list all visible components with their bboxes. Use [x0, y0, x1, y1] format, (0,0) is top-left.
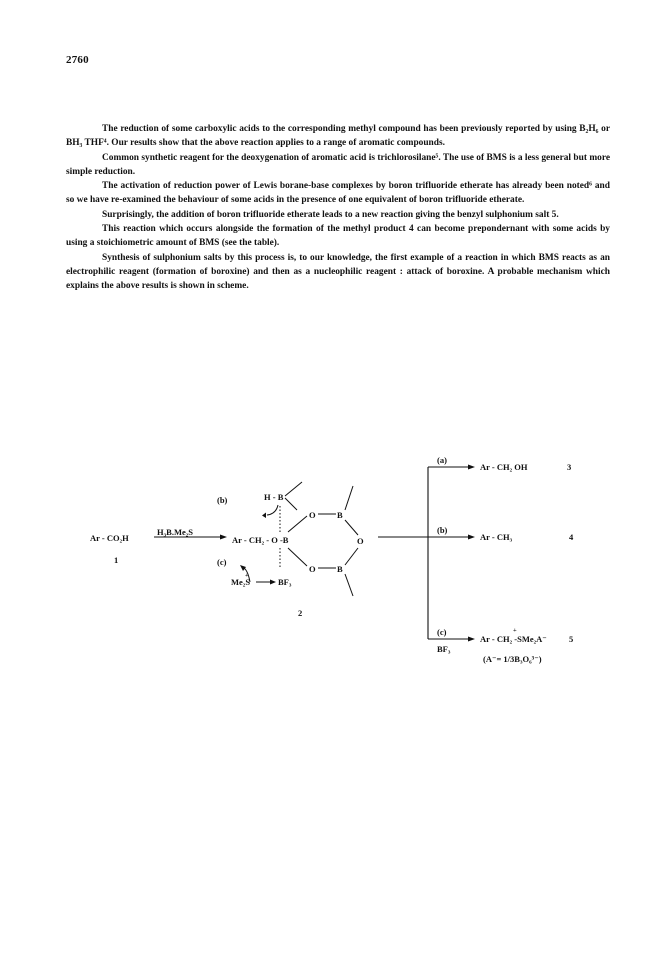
b-bond-down [285, 498, 297, 510]
hb-label: H - B [264, 492, 284, 502]
ring-bond-3 [345, 520, 358, 535]
ring-bond-4 [345, 548, 358, 565]
path-b-product-label: (b) [437, 525, 448, 535]
paragraph-3: The activation of reduction power of Lewis borane-base complexes by boron trifluoride etherate has already been noted⁶ and so we have re-examined the behaviour of some acids in the presence of one equivalent of boron trifluoride etherate. [66, 181, 610, 206]
reagent-arrow-head [220, 535, 227, 540]
body-text [66, 122, 610, 294]
reagent-label: H₃B.Me₂S [157, 527, 194, 537]
paragraph-6: Synthesis of sulphonium salts by this process is, to our knowledge, the first example of a reaction in which BMS reacts as an electrophilic reagent (formation of boroxine) and then as a nucleophilic reagent : attack of boroxine. A probable mechanism which explains the above results is shown in scheme. [66, 252, 610, 292]
ring-o-right: O [357, 536, 364, 546]
path-c-reagent: BF₃ [437, 644, 451, 654]
path-c-arrow-head [468, 637, 475, 642]
product-5-number: 5 [569, 634, 574, 644]
ring-b-top: B [337, 510, 343, 520]
me2s-arrow-head [270, 580, 276, 585]
intermediate-number: 2 [298, 608, 303, 618]
product-5-note: (A⁻= 1/3B₃O₆³⁻) [483, 654, 542, 664]
ring-b-bottom-substituent [345, 574, 353, 596]
path-c-product-label: (c) [437, 627, 447, 637]
ring-b-top-substituent [345, 486, 353, 510]
b-bond-up [285, 482, 302, 496]
start-formula: Ar - CO₂H [90, 533, 129, 543]
product-5-formula: Ar - CH₂ -SMe₂A⁻ [480, 634, 547, 644]
ring-b-bottom: B [337, 564, 343, 574]
start-number: 1 [114, 555, 119, 565]
attack-arrow-head [240, 565, 246, 571]
path-b-arrow-head [468, 535, 475, 540]
me2s-charge: + [245, 572, 249, 579]
page-number: 2760 [66, 54, 89, 66]
path-a-label: (a) [437, 455, 447, 465]
product-4-formula: Ar - CH₃ [480, 532, 513, 542]
path-c-label: (c) [217, 557, 227, 567]
reaction-scheme-svg [66, 440, 626, 700]
path-b-label: (b) [217, 495, 228, 505]
ring-bond-1 [288, 516, 307, 532]
product-4-number: 4 [569, 532, 574, 542]
bf3-complex-label: BF₃ [278, 577, 292, 587]
ring-o-bottom: O [309, 564, 316, 574]
ring-bond-6 [288, 548, 307, 566]
paragraph-5: This reaction which occurs alongside the formation of the methyl product 4 can become prepondernant with some acids by using a stoichiometric amount of BMS (see the table). [66, 224, 610, 249]
me2s-label: Me₂S [231, 577, 251, 587]
hydride-curved-arrow [267, 505, 278, 515]
product-5-charge: + [513, 627, 517, 634]
paragraph-2: Common synthetic reagent for the deoxygenation of aromatic acid is trichlorosilane⁵. The use of BMS is a less general but more simple reduction. [66, 152, 610, 177]
ring-o-top: O [309, 510, 316, 520]
intermediate-formula: Ar - CH₂ - O -B [232, 535, 289, 545]
product-3-number: 3 [567, 462, 572, 472]
paragraph-1: The reduction of some carboxylic acids to the corresponding methyl compound has been previously reported by using B₂H₆ or BH₃ THF⁴. Our results show that the above reaction applies to a range of aromatic compounds. [66, 124, 610, 149]
hydride-arrow-head [262, 513, 266, 519]
product-3-formula: Ar - CH₂ OH [480, 462, 528, 472]
path-a-arrow-head [468, 465, 475, 470]
paragraph-4: Surprisingly, the addition of boron trifluoride etherate leads to a new reaction giving the benzyl sulphonium salt 5. [102, 209, 559, 220]
reaction-scheme [66, 440, 626, 700]
